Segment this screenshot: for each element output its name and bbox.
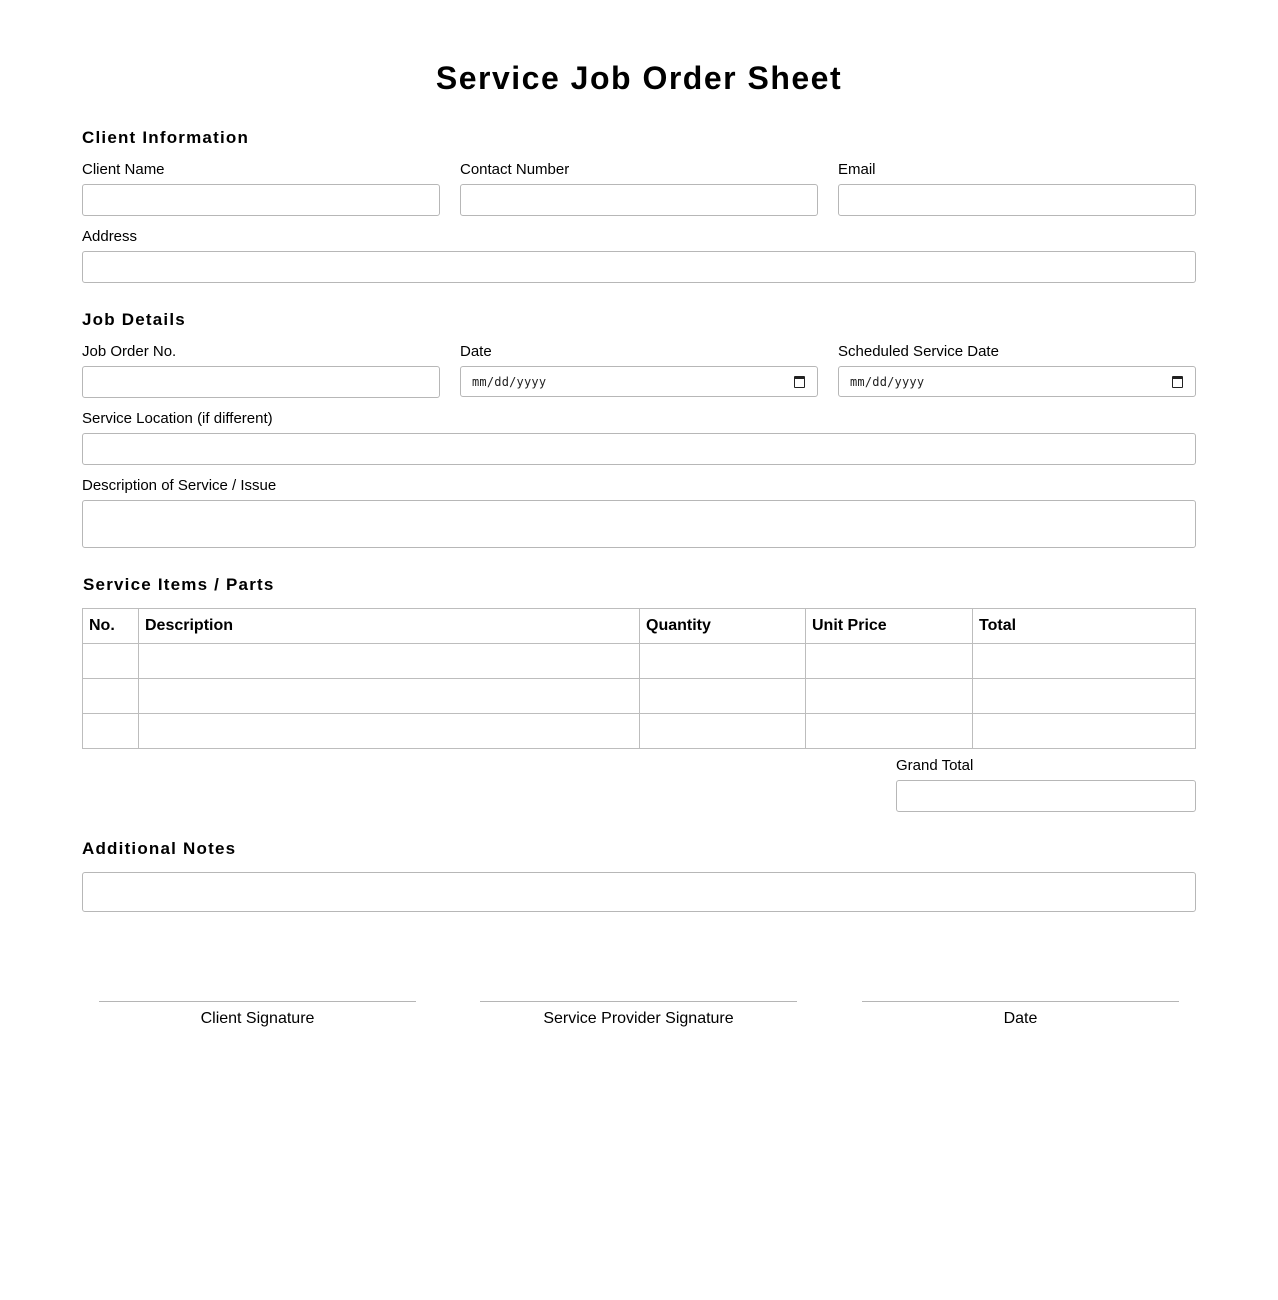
- cell-no[interactable]: [83, 714, 139, 749]
- date-placeholder: mm/dd/yyyy: [472, 374, 547, 389]
- table-row: [83, 714, 1196, 749]
- cell-unit-price[interactable]: [806, 644, 973, 679]
- signature-date-line: [862, 1001, 1179, 1028]
- email-input[interactable]: [838, 184, 1196, 216]
- cell-quantity[interactable]: [640, 679, 806, 714]
- grand-total-input[interactable]: [896, 780, 1196, 812]
- cell-total[interactable]: [973, 714, 1196, 749]
- client-signature-label: Client Signature: [200, 1010, 315, 1027]
- job-order-no-input[interactable]: [82, 366, 440, 398]
- service-location-input[interactable]: [82, 433, 1196, 465]
- job-details-heading: Job Details: [82, 310, 186, 329]
- cell-description[interactable]: [139, 644, 640, 679]
- additional-notes-heading: Additional Notes: [82, 839, 237, 858]
- client-name-label: Client Name: [82, 161, 165, 178]
- cell-total[interactable]: [973, 644, 1196, 679]
- signature-date-label: Date: [1003, 1010, 1038, 1027]
- scheduled-service-date-label: Scheduled Service Date: [838, 343, 999, 360]
- client-signature-line: [99, 1001, 416, 1028]
- service-location-label: Service Location (if different): [82, 410, 273, 427]
- column-header-description: Description: [139, 609, 640, 644]
- cell-unit-price[interactable]: [806, 679, 973, 714]
- column-header-no: No.: [83, 609, 139, 644]
- column-header-total: Total: [973, 609, 1196, 644]
- additional-notes-textarea[interactable]: [82, 872, 1196, 912]
- address-input[interactable]: [82, 251, 1196, 283]
- description-textarea[interactable]: [82, 500, 1196, 548]
- description-label: Description of Service / Issue: [82, 477, 277, 494]
- scheduled-date-placeholder: mm/dd/yyyy: [850, 374, 925, 389]
- cell-description[interactable]: [139, 714, 640, 749]
- table-row: [83, 644, 1196, 679]
- client-name-input[interactable]: [82, 184, 440, 216]
- cell-unit-price[interactable]: [806, 714, 973, 749]
- scheduled-service-date-input[interactable]: [838, 366, 1196, 397]
- calendar-icon[interactable]: [794, 376, 805, 388]
- table-row: [83, 679, 1196, 714]
- contact-number-input[interactable]: [460, 184, 818, 216]
- cell-no[interactable]: [83, 679, 139, 714]
- page-title: Service Job Order Sheet: [435, 60, 843, 96]
- table-header-row: [83, 609, 1196, 644]
- date-label: Date: [460, 343, 492, 360]
- cell-quantity[interactable]: [640, 714, 806, 749]
- cell-no[interactable]: [83, 644, 139, 679]
- contact-number-label: Contact Number: [460, 161, 570, 178]
- address-label: Address: [82, 228, 138, 245]
- column-header-quantity: Quantity: [640, 609, 806, 644]
- calendar-icon[interactable]: [1172, 376, 1183, 388]
- job-order-no-label: Job Order No.: [82, 343, 177, 360]
- service-items-heading: Service Items / Parts: [83, 575, 275, 594]
- cell-description[interactable]: [139, 679, 640, 714]
- client-information-heading: Client Information: [82, 128, 250, 147]
- cell-total[interactable]: [973, 679, 1196, 714]
- service-items-table: [82, 608, 1196, 749]
- date-input[interactable]: [460, 366, 818, 397]
- email-label: Email: [838, 161, 876, 178]
- column-header-unit-price: Unit Price: [806, 609, 973, 644]
- grand-total-label: Grand Total: [896, 757, 974, 774]
- provider-signature-label: Service Provider Signature: [543, 1010, 734, 1027]
- cell-quantity[interactable]: [640, 644, 806, 679]
- provider-signature-line: [480, 1001, 797, 1028]
